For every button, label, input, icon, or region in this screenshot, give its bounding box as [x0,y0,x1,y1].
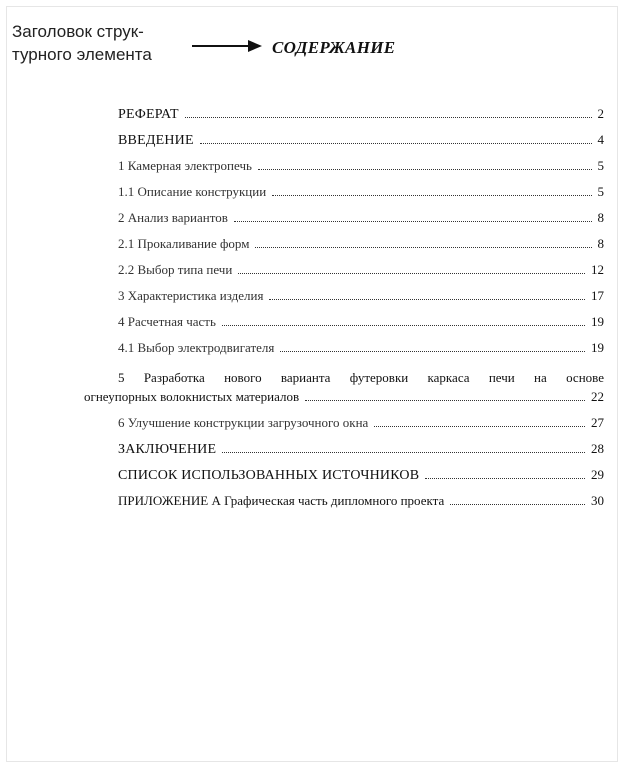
table-of-contents [84,106,604,519]
toc-entry[interactable] [84,441,604,467]
toc-entry-title: 2.1 Прокаливание форм [118,236,250,251]
toc-entry[interactable] [84,415,604,441]
toc-entry-title: 3 Характеристика изделия [118,288,264,303]
toc-leader-dots [255,247,591,248]
toc-entry-title-line-2: огнеупорных волокнистых материалов [84,389,300,404]
toc-entry-title: 1 Камерная электропечь [118,158,252,173]
annotation-line-1: Заголовок струк- [12,22,144,41]
toc-leader-dots [374,426,585,427]
toc-leader-dots [425,478,585,479]
toc-entry-page: 5 [597,158,604,173]
toc-entry-title: 1.1 Описание конструкции [118,184,267,199]
toc-leader-dots [200,143,592,144]
toc-entry-multiline[interactable] [84,366,604,415]
toc-entry-page: 8 [597,236,604,251]
toc-leader-dots [269,299,585,300]
toc-leader-dots [272,195,591,196]
toc-leader-dots [238,273,585,274]
toc-entry-title: РЕФЕРАТ [118,107,179,122]
toc-entry[interactable] [84,236,604,262]
toc-entry-page: 29 [591,467,604,482]
toc-entry[interactable] [84,210,604,236]
toc-entry[interactable] [84,493,604,519]
toc-entry-title-line-1: 5 Разработка нового варианта футеровки каркаса печи на основе [118,370,604,385]
toc-entry-title: ПРИЛОЖЕНИЕ А Графическая часть дипломного проекта [118,493,445,508]
arrow-right-icon [192,38,262,54]
toc-leader-dots [305,400,585,401]
toc-entry[interactable] [84,314,604,340]
toc-entry-page: 19 [591,314,604,329]
toc-entry[interactable] [84,132,604,158]
annotation-line-2: турного элемента [12,45,152,64]
toc-entry-page: 27 [591,415,604,430]
toc-entry-page: 30 [591,493,604,508]
toc-entry-page: 12 [591,262,604,277]
toc-entry-page: 19 [591,340,604,355]
toc-entry-title: 4.1 Выбор электродвигателя [118,340,275,355]
toc-leader-dots [258,169,592,170]
toc-entry[interactable] [84,106,604,132]
toc-entry-page: 2 [597,106,604,121]
toc-entry-title: 2.2 Выбор типа печи [118,262,233,277]
annotation-label [12,20,182,66]
toc-leader-dots [222,452,585,453]
toc-entry-page: 17 [591,288,604,303]
toc-entry-page: 22 [591,389,604,404]
toc-entry[interactable] [84,340,604,366]
toc-leader-dots [280,351,585,352]
toc-entry-page: 4 [597,132,604,147]
toc-leader-dots [222,325,585,326]
toc-entry[interactable] [84,184,604,210]
toc-entry[interactable] [84,467,604,493]
toc-entry-title: 2 Анализ вариантов [118,210,228,225]
toc-entry[interactable] [84,158,604,184]
toc-entry-page: 5 [597,184,604,199]
toc-entry-title: 6 Улучшение конструкции загрузочного окна [118,415,369,430]
toc-entry-page: 8 [597,210,604,225]
toc-entry[interactable] [84,288,604,314]
toc-entry-title: ЗАКЛЮЧЕНИЕ [118,442,217,457]
toc-entry-title: 4 Расчетная часть [118,314,216,329]
toc-heading: СОДЕРЖАНИЕ [272,38,396,57]
toc-entry-title: СПИСОК ИСПОЛЬЗОВАННЫХ ИСТОЧНИКОВ [118,468,420,483]
toc-leader-dots [185,117,592,118]
toc-leader-dots [234,221,592,222]
toc-entry-line-2 [84,389,604,415]
toc-leader-dots [450,504,585,505]
toc-entry-page: 28 [591,441,604,456]
toc-entry-title: ВВЕДЕНИЕ [118,133,194,148]
toc-entry[interactable] [84,262,604,288]
